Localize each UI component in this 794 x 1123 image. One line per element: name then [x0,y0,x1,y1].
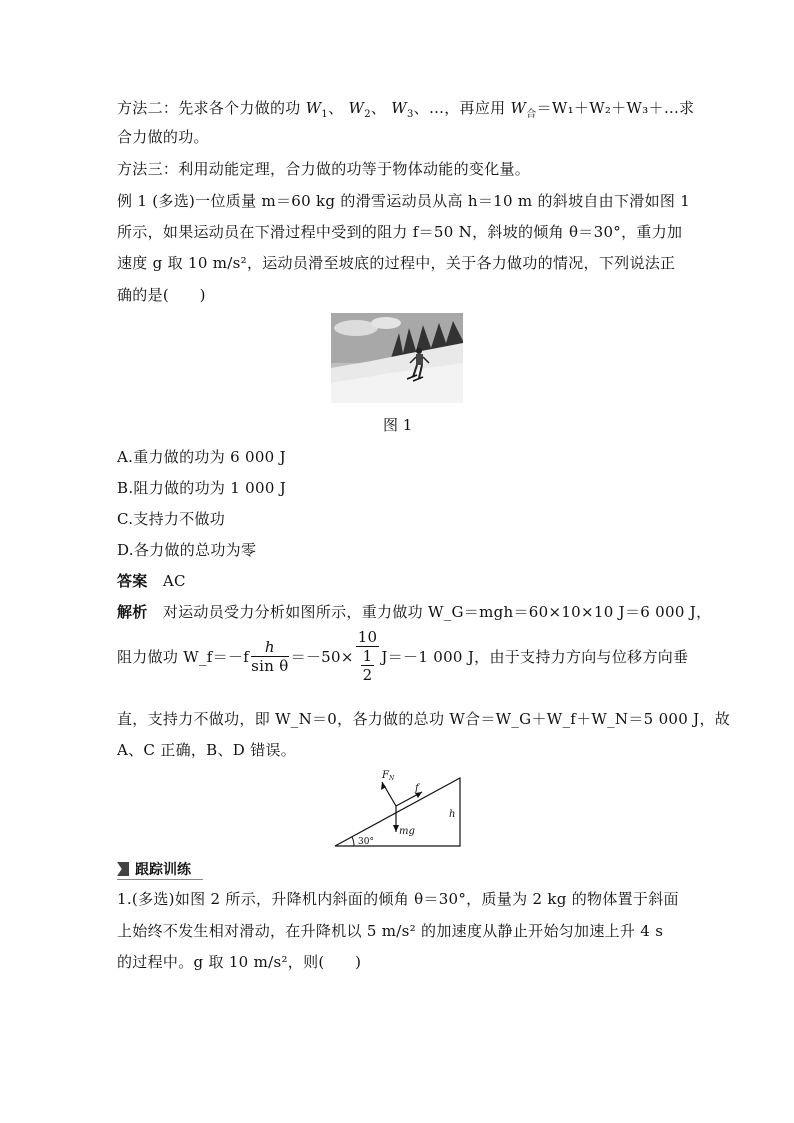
fn-subscript: N [388,775,395,782]
option-a: A.重力做的功为 6 000 J [117,448,286,466]
skier-photo [331,313,463,403]
w3-subscript: 3 [406,109,414,120]
method2-prefix: 方法二：先求各个力做的功 [117,99,301,117]
frac2-numerator: 10 [357,628,378,646]
analysis-text1: 对运动员受力分析如图所示，重力做功 W_G＝mgh＝60×10×10 J＝6 000 J， [162,603,712,621]
skier-illustration [331,313,463,403]
frac1-denominator: sin θ [251,656,289,675]
half-denominator: 2 [362,666,373,684]
method2-rest: 、…，再应用 [413,99,506,117]
wtotal-subscript: 合 [526,109,537,120]
option-d: D.各力做的总功为零 [117,541,257,559]
method2-equation: ＝W₁＋W₂＋W₃＋…求 [536,99,695,117]
example-line2: 所示，如果运动员在下滑过程中受到的阻力 f＝50 N，斜坡的倾角 θ＝30°，重力加 [117,223,683,241]
answer-value: AC [162,572,186,590]
w2-symbol: W [348,99,365,117]
frac2-denominator [356,647,380,684]
wtotal-symbol: W [510,99,527,117]
svg-text:FN [381,770,395,782]
fraction-half [361,647,375,684]
fraction-10-over-half [356,628,380,684]
analysis-line4: A、C 正确，B、D 错误。 [117,741,297,759]
w2-subscript: 2 [364,109,371,120]
separator: 、 [328,99,344,117]
analysis-text2-prefix: 阻力做功 W_f＝－f [117,647,250,666]
method3-text: 方法三：利用动能定理，合力做的功等于物体动能的变化量。 [117,160,531,178]
separator: 、 [370,99,387,117]
exercise-line1: 1.(多选)如图 2 所示，升降机内斜面的倾角 θ＝30°，质量为 2 kg 的物体置于斜面 [117,890,679,908]
option-c: C.支持力不做功 [117,510,226,528]
analysis-line1 [117,601,712,622]
answer-label: 答案 [117,572,148,590]
w1-subscript: 1 [321,109,329,120]
analysis-label: 解析 [117,603,148,621]
section-marker-icon [117,862,129,876]
option-b: B.阻力做的功为 1 000 J [117,479,287,497]
h-label: h [449,809,456,820]
half-numerator: 1 [362,647,373,665]
angle-label: 30° [358,837,374,847]
mg-label: mg [399,826,415,837]
analysis-text2-mid: ＝－50× [290,647,354,666]
figure1-caption: 图 1 [383,416,413,434]
exercise-line3: 的过程中。g 取 10 m/s²，则( ) [117,953,362,971]
section-title: 跟踪训练 [135,862,191,878]
example-line4: 确的是( ) [117,286,206,304]
force-diagram [330,764,470,858]
method2-line1 [117,97,695,120]
example-line3: 速度 g 取 10 m/s²，运动员滑至坡底的过程中，关于各力做功的情况，下列说法正 [117,254,676,272]
section-header [117,859,191,879]
w1-symbol: W [305,99,322,117]
f-label: f [415,783,419,794]
method2-line2: 合力做的功。 [117,128,209,146]
exercise-line2: 上始终不发生相对滑动，在升降机以 5 m/s² 的加速度从静止开始匀加速上升 4 s [117,922,664,940]
incline-diagram [330,764,470,854]
w3-symbol: W [391,99,407,117]
frac1-numerator: h [251,638,288,657]
analysis-text2-suffix: J＝－1 000 J，由于支持力方向与位移方向垂 [381,647,689,666]
answer-line [117,570,687,591]
analysis-line3: 直，支持力不做功，即 W_N＝0，各力做的总功 W合＝W_G＋W_f＋W_N＝5 000 J，故 [117,710,731,728]
section-underline [117,879,203,880]
example-line1: 例 1 (多选)一位质量 m＝60 kg 的滑雪运动员从高 h＝10 m 的斜坡自由下滑如图 1 [117,192,691,210]
fn-label: F [382,770,389,781]
fraction-h-over-sin [251,638,288,675]
analysis-line2 [117,628,687,684]
